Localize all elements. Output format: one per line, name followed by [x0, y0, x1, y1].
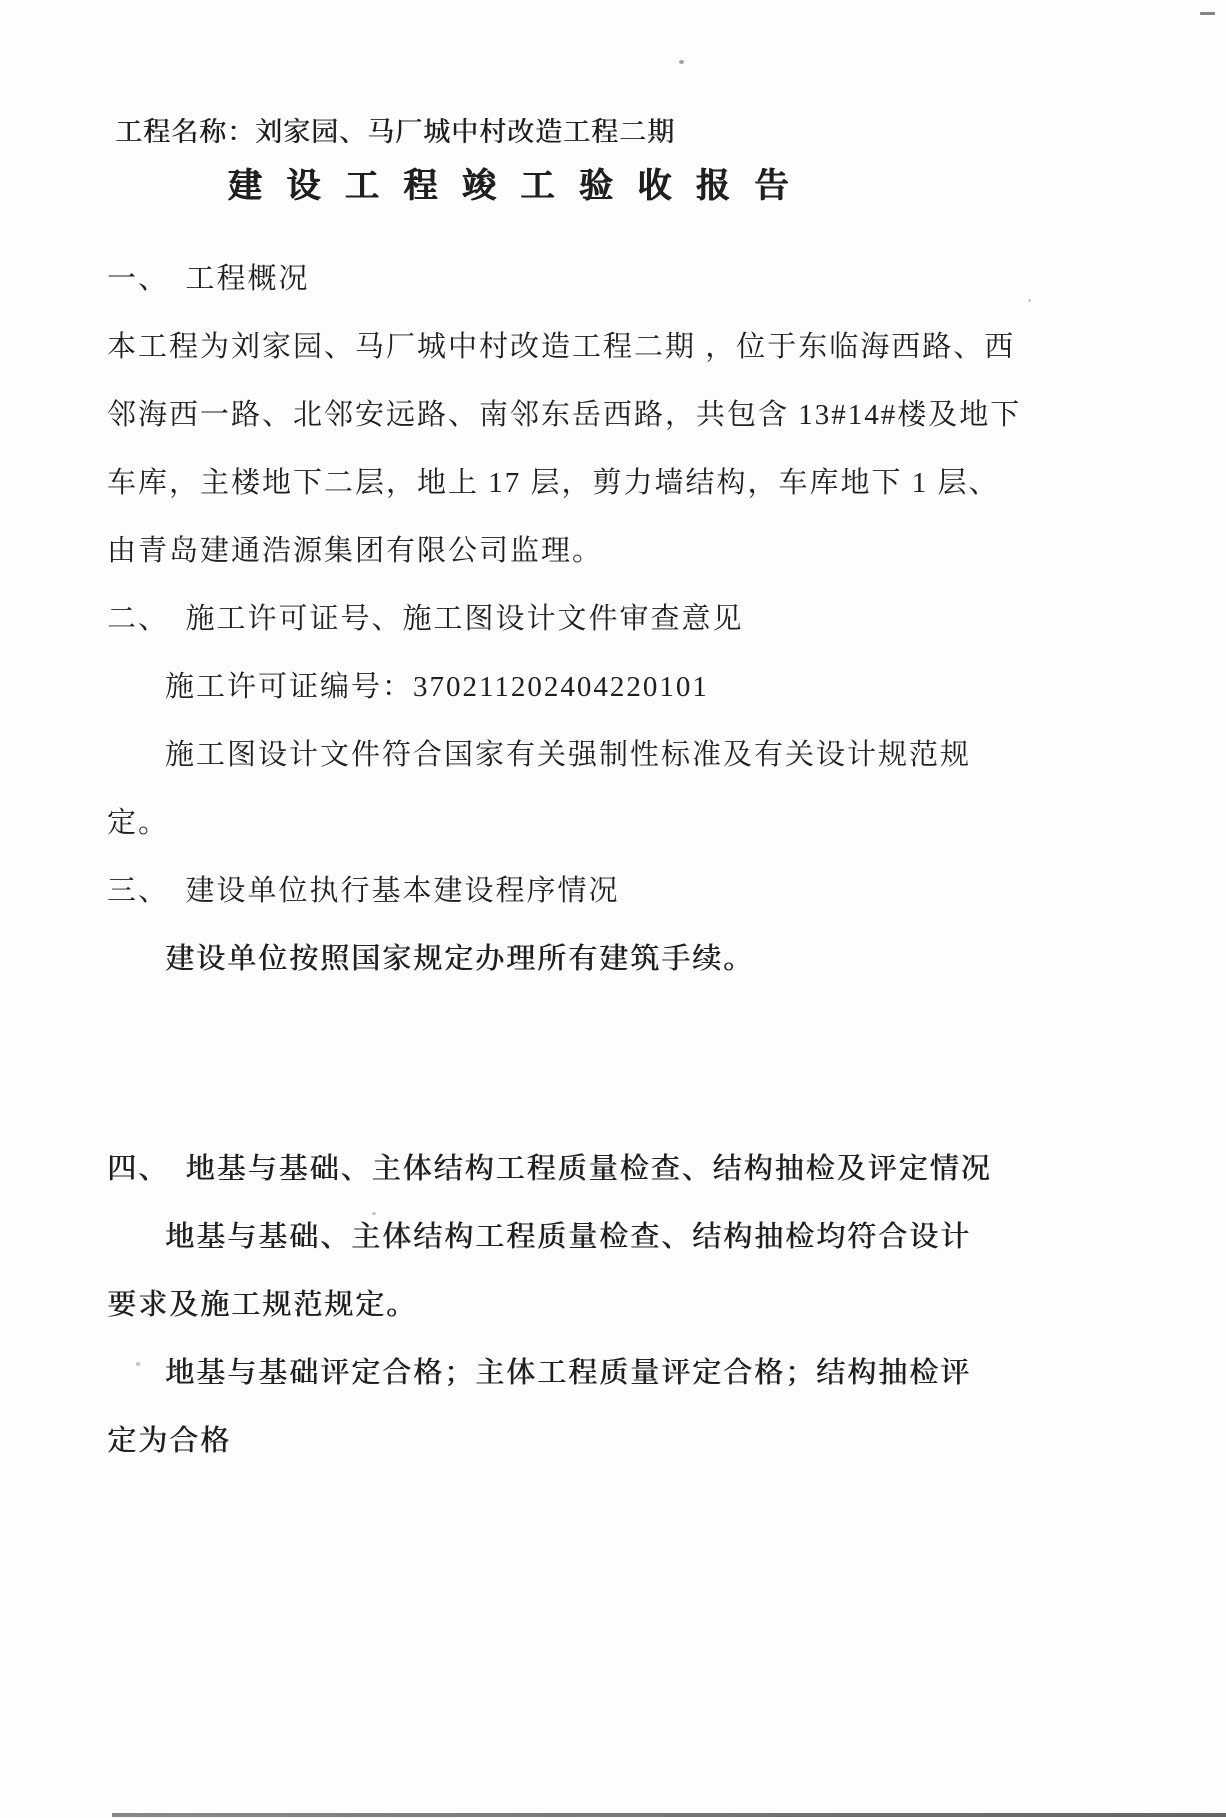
scan-artifact	[679, 60, 684, 64]
overview-paragraph-line-1: 本工程为刘家园、马厂城中村改造工程二期 ，位于东临海西路、西	[107, 331, 1016, 363]
scan-edge-line	[112, 1813, 1226, 1817]
quality-check-line-1: 地基与基础、主体结构工程质量检查、结构抽检均符合设计	[165, 1221, 972, 1253]
section-2-heading: 二、 施工许可证号、施工图设计文件审查意见	[107, 603, 744, 635]
project-name-line: 工程名称：刘家园、马厂城中村改造工程二期	[115, 117, 675, 147]
blank-gap	[107, 1004, 919, 1146]
section-3-heading: 三、 建设单位执行基本建设程序情况	[107, 875, 620, 907]
section-4-heading: 四、 地基与基础、主体结构工程质量检查、结构抽检及评定情况	[107, 1153, 992, 1185]
overview-paragraph-line-4: 由青岛建通浩源集团有限公司监理。	[107, 535, 604, 567]
report-title: 建 设 工 程 竣 工 验 收 报 告	[227, 168, 793, 205]
evaluation-line-1: 地基与基础评定合格；主体工程质量评定合格；结构抽检评	[165, 1357, 972, 1389]
scan-artifact	[1200, 12, 1215, 15]
overview-paragraph-line-3: 车库，主楼地下二层，地上 17 层，剪力墙结构，车库地下 1 层、	[107, 467, 1000, 499]
design-review-line-1: 施工图设计文件符合国家有关强制性标准及有关设计规范规	[165, 739, 972, 771]
document-body	[107, 256, 1022, 1486]
evaluation-line-2: 定为合格	[107, 1425, 232, 1457]
procedures-line: 建设单位按照国家规定办理所有建筑手续。	[165, 943, 755, 975]
scan-artifact	[136, 1362, 140, 1366]
section-1-heading: 一、 工程概况	[107, 263, 310, 295]
design-review-line-2: 定。	[107, 807, 170, 839]
scan-artifact	[1028, 299, 1031, 302]
overview-paragraph-line-2: 邻海西一路、北邻安远路、南邻东岳西路，共包含 13#14#楼及地下	[107, 399, 1022, 431]
scan-artifact	[372, 1212, 376, 1215]
quality-check-line-2: 要求及施工规范规定。	[107, 1289, 418, 1321]
permit-number-line: 施工许可证编号：370211202404220101	[165, 671, 709, 703]
